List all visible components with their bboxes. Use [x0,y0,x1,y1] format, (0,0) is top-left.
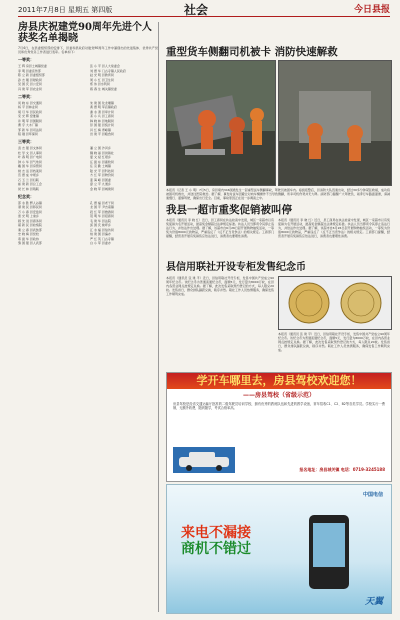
award-section-title: 纪念奖： [18,193,34,199]
ad1-car-image [173,447,235,473]
story1-headline: 重型货车侧翻司机被卡 消防快速解救 [166,46,338,58]
award-recipient: 周 小 红 县卫生局 [90,77,114,82]
award-recipient: 江 永 福 县信访局 [90,227,114,232]
paper-logo: 今日县报 [353,5,390,15]
section-title: 社会 [184,3,209,17]
award-recipient: 万 小 春 县安监局 [18,209,42,214]
award-recipient: 赵 光 明 县教育局 [90,73,114,78]
masthead [18,2,390,17]
award-recipient: 史 晓 梅 县党校 [18,232,39,237]
award-recipient: 钟 小 华 县气象局 [18,159,42,164]
award-recipient: 胡 月 华 县民政局 [18,109,42,114]
award-recipient: 莫 振 华 县政协 [18,236,39,241]
award-recipient: 杨 平 县林业局 [18,105,38,110]
award-recipient: 袁 志 强 县文体局 [18,146,42,151]
award-recipient: 韩 晓 林 县地税局 [90,118,114,123]
award-recipient: 陈 立 新 县委组织部 [18,73,45,78]
award-recipient: 雷 光 明 上龛乡 [18,214,39,219]
award-recipient: 冯 建 军 县农业局 [18,86,42,91]
award-recipient: 彭 国 强 县统计局 [90,123,114,128]
award-recipient: 郑 伟 县水利局 [90,82,110,87]
award-recipient: 郝 新 民 县检察院 [18,223,42,228]
award-recipient: 王 辉 房县土城镇党委 [18,64,47,69]
award-recipient: 秦 立 春 县武装部 [18,227,42,232]
award-recipient: 毛 建 华 县法院 [90,218,111,223]
ad2-tag: 天翼 [364,597,383,607]
award-recipient: 任 克 勤 土城镇 [90,164,111,169]
story2-headline: 我县一超市重奖促销被叫停 [166,204,292,216]
award-recipient: 贺 明 华 县招商局 [90,214,114,219]
award-recipient: 张 小 平 县人大常委会 [90,64,120,69]
award-recipient: 谢 永 清 县审计局 [90,109,114,114]
award-recipient: 何 晓 东 县交通局 [18,100,42,105]
award-recipient: 潘 立 国 沙河乡 [90,146,111,151]
award-recipient: 龙 国 平 尹吉甫镇 [90,205,114,210]
award-recipient: 姚 志 远 县档案局 [18,168,42,173]
issue-date: 2011年7月8日 星期五 第四版 [18,6,113,14]
award-recipient: 杜 学 文 县人事局 [18,150,42,155]
story1-photo-2 [278,60,392,186]
ad2-phone-image [309,515,349,589]
story3-headline: 县信用联社开设专柜发售纪念币 [166,262,306,273]
ad2-title2: 商机不错过 [181,541,251,557]
left-headline: 房县庆祝建党90周年先进个人获奖名单揭晓 [18,22,152,44]
award-recipient: 方 红 军 县物价局 [90,173,114,178]
award-recipient: 黄 德 明 军店镇政府 [90,105,117,110]
award-name-list [18,201,158,246]
award-sections [18,57,158,245]
award-recipient: 邓 小 兵 县工商局 [90,114,114,119]
award-recipient: 邱 国 庆 姚坪乡 [90,223,111,228]
story1-body: 本报讯（记者 王 小 明）7月5日，房县境内346国道发生一起重型货车侧翻事故，驾驶员被困车内。接到报警后，县消防大队迅速出动，经过30多分钟紧张救援，成功将被困司机救出，并送往医院救治。据了解，事发时货车因避让对向车辆操作不当导致侧翻，所幸司机伤势并无大碍。消防部门提醒广大驾驶员，雨季行车路面湿滑，请减速慢行、谨慎驾驶，确保出行安全。目前，事故原因正在进一步调查之中。 [166,188,390,200]
award-recipient: 邹 新 华 县司法局 [18,127,42,132]
ad1-body: 房县驾校是经省交通运输厅批准的二级驾驶员培训学校，拥有优秀的教练队伍和先进的教学设备，常年招收C1、C2、B2等各类学员。学校实行一费制，无额外收费，随到随学，考试合格率高。 [173,402,385,411]
award-recipient: 邵 永 胜 野人谷镇 [18,200,42,205]
ad2-title1: 来电不漏接 [181,525,251,541]
award-recipient: 严 红 英 门古寺镇 [90,236,114,241]
award-recipient: 金 晓 军 县城建局 [90,186,114,191]
award-recipient: 宋 光 辉 窑淮镇 [18,114,39,119]
award-recipient: 范 德 成 中坝乡 [18,173,39,178]
story1-photo [166,60,276,186]
ad1-subtitle: ——房县驾校（省级示范） [242,392,315,399]
award-recipient: 曹 宇 大木厂镇 [18,123,38,128]
award-recipient: 刘 德 华 门古寺镇人民政府 [90,68,126,73]
ad1-title: 学开车哪里去，房县驾校欢迎您！ [167,373,391,389]
award-recipient: 石 玉 兰 县妇联 [18,177,39,182]
award-recipient: 陆 光 平 县科技局 [90,168,114,173]
commemorative-coin-image [278,276,392,330]
award-section-title: 二等奖： [18,93,34,99]
award-recipient: 汪 振 东 县畜牧局 [90,159,114,164]
award-recipient: 吴 国 庆 县公安局 [18,82,42,87]
award-recipient: 姜 海 峰 县团委 [90,177,111,182]
award-recipient: 许 明 军 县国税局 [18,118,42,123]
award-recipient: 田 建 平 县粮食局 [90,132,114,137]
award-recipient: 顾 先 进 县商务局 [18,218,42,223]
story3-body-cont: 本报讯（通讯员 张 建 平）近日，县信用联社开设专柜，发售中国共产党成立90周年纪念币。该纪念币为普通流通纪念币，面额5元，发行量为8000万枚，在县内各营业网点按规定兑换。据了解，此次发售采取预约登记的方式，每人限兑20枚。发售首日，群众排队踊跃兑换，秩序井然。联社工作人员热情服务，确保发售工作顺利完成。 [278,332,390,352]
award-recipient: 白 小 军 县委办 [90,241,111,246]
award-recipient: 孙 志 刚 县财政局 [18,77,42,82]
award-name-list [18,64,158,91]
award-recipient: 朱 建 国 化龙堰镇 [90,100,114,105]
award-recipient: 戴 国 华 县房管局 [18,164,42,169]
award-recipient: 黎 国 强 县人武部 [18,241,42,246]
award-recipient: 李 明 县委宣传部 [18,68,41,73]
award-recipient: 谭 建 民 县移民局 [18,205,42,210]
award-recipient: 魏 晓 丽 县供销社 [90,150,114,155]
driving-school-ad [166,372,392,482]
left-column [18,22,159,612]
award-recipient: 蒋 春 生 城关镇党委 [90,86,117,91]
award-section-title: 三等奖： [18,139,34,145]
award-recipient: 程 刚 县环保局 [18,132,38,137]
award-name-list [18,146,158,191]
story3-body: 本报讯（通讯员 张 建 平）近日，县信用联社开设专柜，发售中国共产党成立90周年纪念币。该纪念币为普通流通纪念币，面额5元，发行量为8000万枚，在县内各营业网点按规定兑换。据了解，此次发售采取预约登记的方式，每人限兑20枚。发售首日，群众排队踊跃兑换，秩序井然。联社工作人员热情服务，确保发售工作顺利完成。 [166,276,274,296]
award-name-list [18,101,158,137]
story2-body-cont: 本报讯（通讯员 李 晓 红）近日，县工商局在执法检查中发现，城区一家超市以有奖促销为名开展活动，最高奖金额超过法律规定标准。执法人员当即责令其停止违法行为，并依法作出处理。据了解，该超市自6月26日起开展购物抽奖活动，一等奖为价值8000元的物品，严重违反了《反不正当竞争法》的相关规定。工商部门提醒，经营者开展有奖销售应依法进行，消费者也要理性消费。 [278,218,390,238]
award-recipient: 叶 春 明 县广电局 [18,155,42,160]
award-recipient: 肖 红 梅 青峰镇 [90,127,111,132]
award-recipient: 段 红 军 县旅游局 [90,209,114,214]
story2-body: 本报讯（通讯员 李 晓 红）近日，县工商局在执法检查中发现，城区一家超市以有奖促销为名开展活动，最高奖金额超过法律规定标准。执法人员当即责令其停止违法行为，并依法作出处理。据了解，该超市自6月26日起开展购物抽奖活动，一等奖为价值8000元的物品，严重违反了《反不正当竞争法》的相关规定。工商部门提醒，经营者开展有奖销售应依法进行，消费者也要理性消费。 [166,218,274,238]
award-recipient: 夏 文 斌 红塔乡 [90,155,111,160]
ad1-contact: 报名地址：房县城关镇 电话：0719-3245188 [299,467,385,472]
left-intro: 7月4日，在县委组织部的安排下，县委和县政府对建党90周年工作中涌现出的先进集体、优秀共产党员和优秀党务工作者进行表彰。名单如下： [18,46,158,55]
award-section-title: 一等奖： [18,57,34,63]
ad2-brand: 中国电信 [362,492,383,498]
telecom-ad [166,484,392,614]
award-recipient: 廖 立 平 九道乡 [90,182,111,187]
award-recipient: 侯 长 林 县残联 [18,186,39,191]
award-recipient: 崔 建 新 县总工会 [18,182,42,187]
award-recipient: 柏 建 国 县编办 [90,232,111,237]
award-recipient: 孔 德 福 县老干局 [90,200,114,205]
